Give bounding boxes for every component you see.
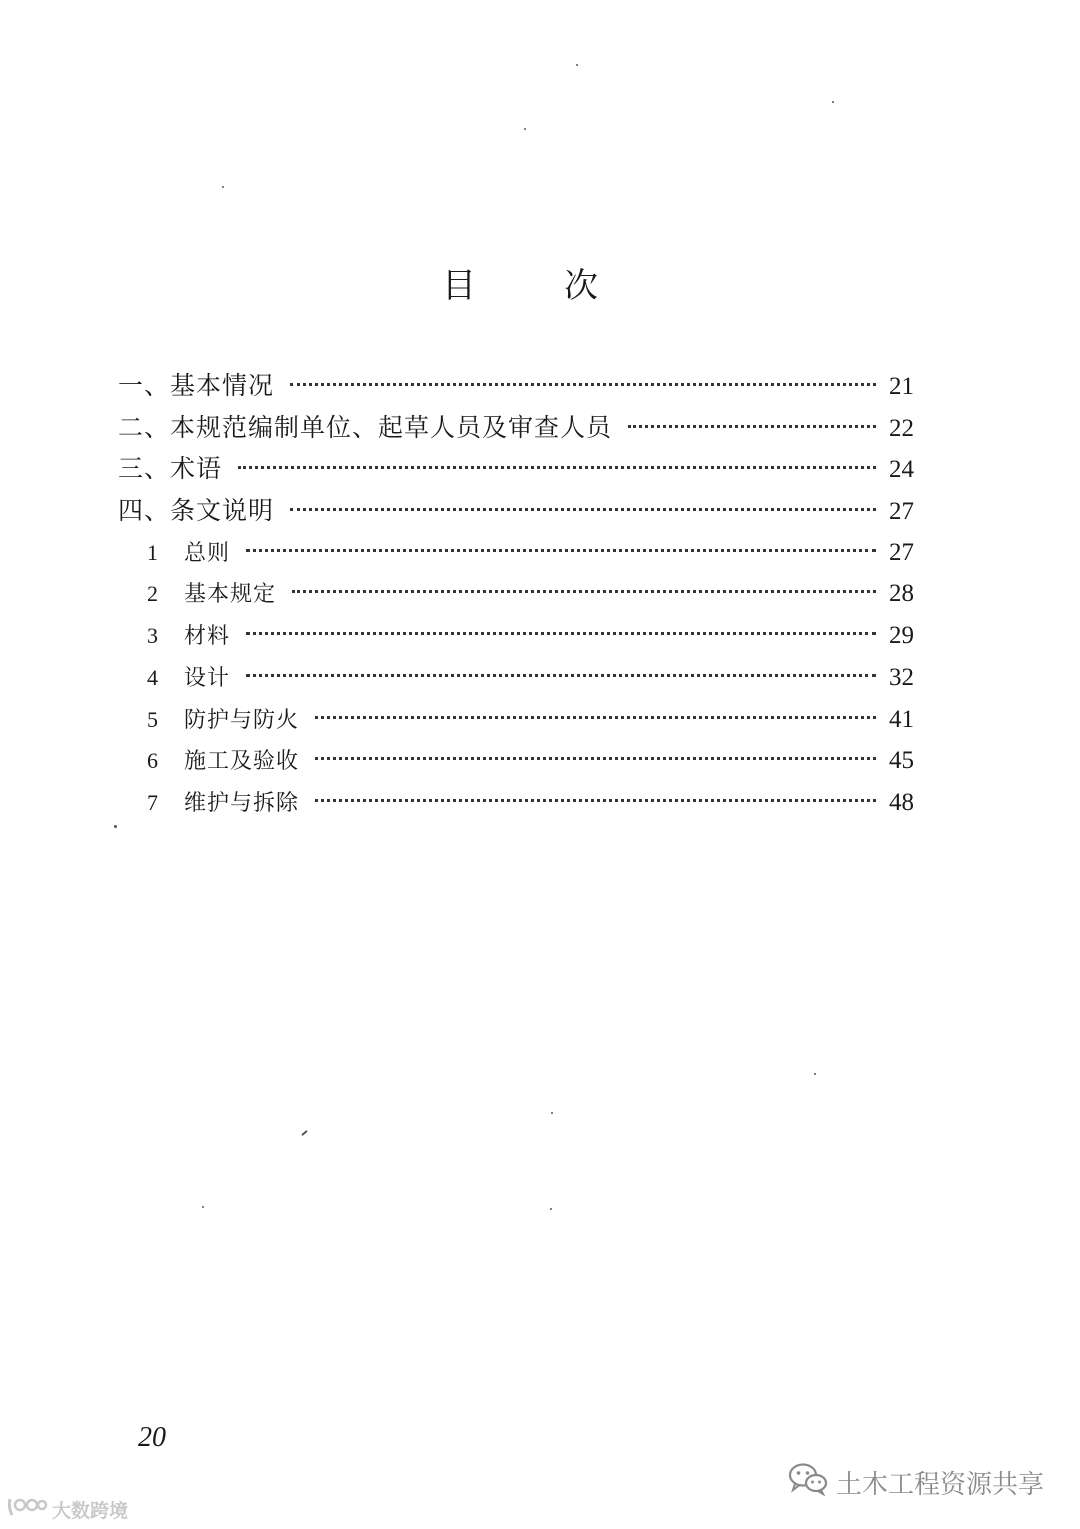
logo-icon [6, 1493, 52, 1526]
dot-leader [246, 674, 876, 677]
table-of-contents [118, 365, 914, 824]
toc-sub-entry-num: 6 [147, 748, 158, 774]
scan-speck [222, 186, 224, 188]
dot-leader [290, 383, 876, 386]
toc-sub-entry-num: 7 [147, 789, 158, 815]
toc-entry-page: 21 [889, 373, 914, 400]
toc-sub-entry-label: 施工及验收 [184, 749, 300, 775]
toc-sub-entry-design[interactable] [118, 657, 914, 699]
scan-speck [524, 128, 526, 130]
toc-sub-entry-page: 45 [889, 747, 914, 775]
toc-sub-entry-general[interactable] [118, 532, 914, 574]
toc-sub-entry-page: 29 [889, 622, 914, 650]
toc-entry-label: 三、术语 [118, 454, 223, 484]
dot-leader [290, 508, 876, 511]
toc-entry-drafting-units[interactable] [118, 407, 914, 449]
scan-speck [814, 1073, 816, 1075]
toc-sub-entry-num: 2 [147, 581, 158, 607]
toc-sub-entry-page: 28 [889, 580, 914, 608]
toc-entry-page: 27 [889, 498, 914, 526]
toc-entry-basic-info[interactable] [118, 365, 914, 407]
toc-entry-explanation[interactable] [118, 490, 914, 532]
toc-sub-entry-basic-rules[interactable] [118, 573, 914, 615]
dot-leader [238, 466, 876, 469]
dot-leader [315, 716, 876, 719]
scan-speck [551, 1112, 553, 1114]
watermark-right-text: 土木工程资源共享 [835, 1470, 1044, 1500]
toc-sub-entry-page: 27 [889, 538, 914, 566]
toc-sub-entry-num: 4 [147, 664, 158, 690]
toc-sub-entry-construction[interactable] [118, 740, 914, 782]
toc-sub-entry-page: 32 [889, 663, 914, 691]
scan-speck [832, 101, 834, 103]
toc-sub-entry-num: 3 [147, 623, 158, 649]
toc-sub-entry-page: 48 [889, 788, 914, 816]
dot-leader [292, 590, 876, 593]
toc-sub-entry-num: 1 [147, 539, 158, 565]
dot-leader [315, 799, 876, 802]
scan-speck [202, 1206, 204, 1208]
toc-entry-terms[interactable] [118, 448, 914, 490]
watermark-right [788, 1462, 1044, 1503]
toc-sub-entry-label: 维护与拆除 [184, 790, 300, 816]
watermark-left [6, 1493, 128, 1526]
dot-leader [315, 757, 876, 760]
wechat-icon [788, 1462, 836, 1503]
scan-speck [114, 825, 117, 828]
scan-speck [550, 1208, 552, 1210]
title-char-2: 次 [564, 266, 598, 306]
toc-sub-entry-label: 基本规定 [184, 582, 277, 608]
page-number: 20 [138, 1422, 166, 1453]
dot-leader [246, 549, 876, 552]
toc-sub-entry-label: 防护与防火 [184, 707, 300, 733]
title-char-1: 目 [442, 266, 476, 306]
toc-entry-page: 24 [889, 456, 914, 484]
toc-sub-entry-label: 总则 [184, 540, 231, 566]
scan-speck [576, 64, 578, 66]
toc-sub-entry-page: 41 [889, 705, 914, 733]
dot-leader [246, 632, 876, 635]
toc-sub-entry-maintenance[interactable] [118, 782, 914, 824]
toc-sub-entry-materials[interactable] [118, 615, 914, 657]
toc-entry-label: 四、条文说明 [118, 496, 275, 526]
toc-entry-label: 一、基本情况 [118, 371, 275, 400]
toc-sub-entry-num: 5 [147, 706, 158, 732]
dot-leader [628, 425, 876, 428]
scan-speck [301, 1130, 308, 1136]
toc-sub-entry-label: 设计 [184, 665, 231, 691]
watermark-left-text: 大数跨境 [52, 1500, 129, 1522]
toc-entry-page: 22 [889, 414, 914, 442]
toc-sub-entry-label: 材料 [184, 624, 231, 650]
page-title [0, 258, 1040, 307]
toc-entry-label: 二、本规范编制单位、起草人员及审查人员 [118, 412, 613, 442]
toc-sub-entry-protection[interactable] [118, 699, 914, 741]
